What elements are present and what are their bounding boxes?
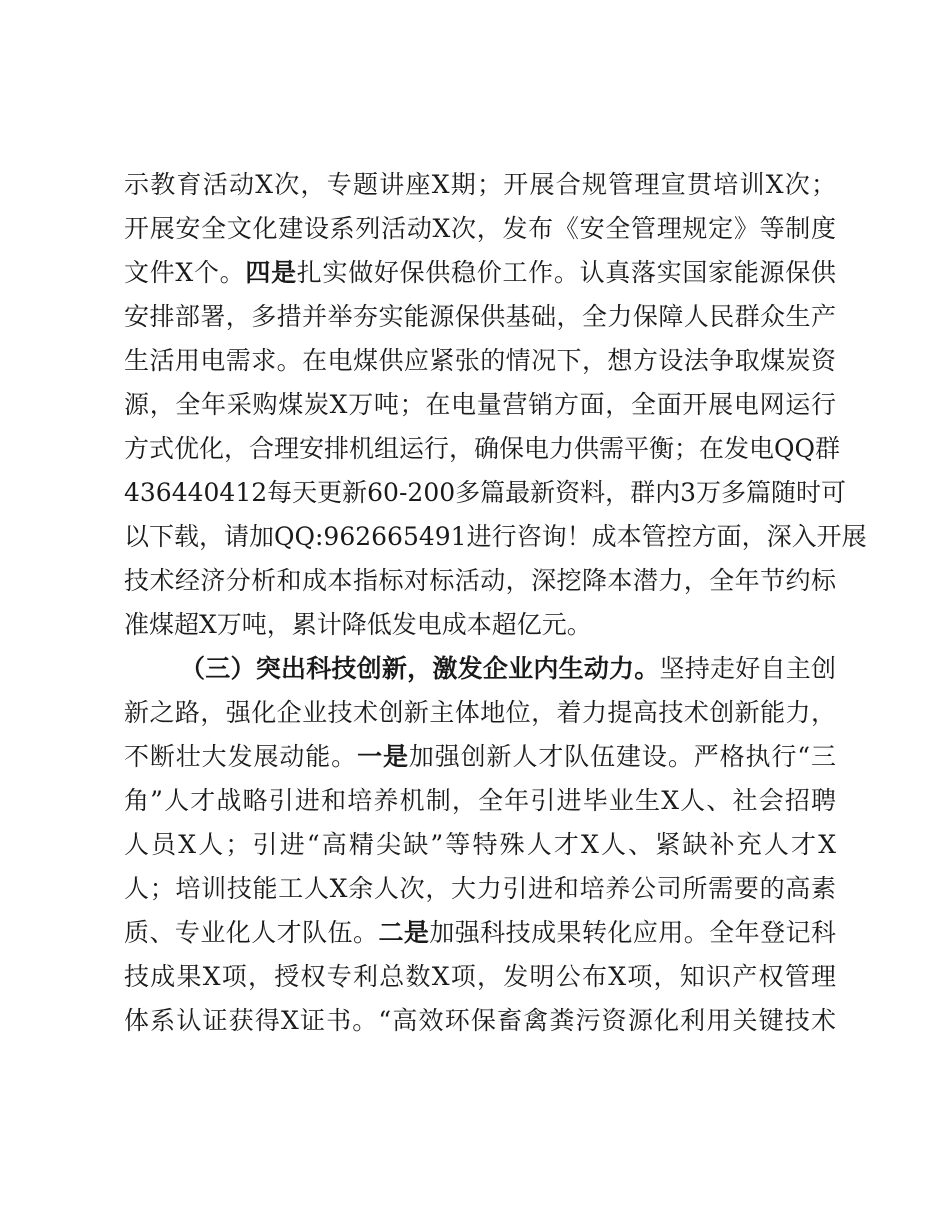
text-line: 技术经济分析和成本指标对标活动，深挖降本潜力，全年节约标 bbox=[124, 566, 836, 595]
text-run: 加强科技成果转化应用。全年登记科 bbox=[429, 918, 836, 947]
text-line: 体系认证获得X证书。“高效环保畜禽粪污资源化利用关键技术 bbox=[124, 1006, 836, 1035]
text-run: 文件X个。 bbox=[124, 258, 246, 287]
text-line: 准煤超X万吨，累计降低发电成本超亿元。 bbox=[124, 610, 592, 639]
text-run: 加强创新人才队伍建设。严格执行“三 bbox=[408, 742, 836, 771]
text-line bbox=[124, 258, 836, 288]
text-line: 开展安全文化建设系列活动X次，发布《安全管理规定》等制度 bbox=[124, 214, 836, 243]
text-line: 新之路，强化企业技术创新主体地位，着力提高技术创新能力， bbox=[124, 698, 836, 727]
text-line bbox=[124, 742, 836, 772]
text-line: 技成果X项，授权专利总数X项，发明公布X项，知识产权管理 bbox=[124, 962, 836, 991]
text-line: 436440412每天更新60-200多篇最新资料，群内3万多篇随时可 bbox=[124, 478, 847, 507]
text-line: 人员X人；引进“高精尖缺”等特殊人才X人、紧缺补充人才X bbox=[124, 830, 836, 859]
text-run: 不断壮大发展动能。 bbox=[124, 742, 358, 771]
text-line: 角”人才战略引进和培养机制，全年引进毕业生X人、社会招聘 bbox=[124, 786, 836, 815]
text-line: 生活用电需求。在电煤供应紧张的情况下，想方设法争取煤炭资 bbox=[124, 346, 836, 375]
text-line: 以下载，请加QQ:962665491进行咨询！成本管控方面，深入开展 bbox=[124, 522, 867, 551]
bold-lead: 二是 bbox=[378, 918, 430, 947]
bold-lead: 四是 bbox=[245, 258, 297, 287]
text-line: 人；培训技能工人X余人次，大力引进和培养公司所需要的高素 bbox=[124, 874, 836, 903]
section-heading-line bbox=[180, 654, 836, 684]
text-run: 质、专业化人才队伍。 bbox=[124, 918, 379, 947]
bold-lead: 一是 bbox=[357, 742, 409, 771]
text-line: 示教育活动X次，专题讲座X期；开展合规管理宣贯培训X次； bbox=[124, 170, 836, 199]
text-run: 扎实做好保供稳价工作。认真落实国家能源保供 bbox=[296, 258, 836, 287]
text-line: 源，全年采购煤炭X万吨；在电量营销方面，全面开展电网运行 bbox=[124, 390, 836, 419]
text-line bbox=[124, 918, 836, 948]
section-heading: （三）突出科技创新，激发企业内生动力。 bbox=[180, 654, 660, 683]
text-run: 坚持走好自主创 bbox=[659, 654, 836, 683]
text-line: 安排部署，多措并举夯实能源保供基础，全力保障人民群众生产 bbox=[124, 302, 836, 331]
text-line: 方式优化，合理安排机组运行，确保电力供需平衡；在发电QQ群 bbox=[124, 434, 840, 463]
